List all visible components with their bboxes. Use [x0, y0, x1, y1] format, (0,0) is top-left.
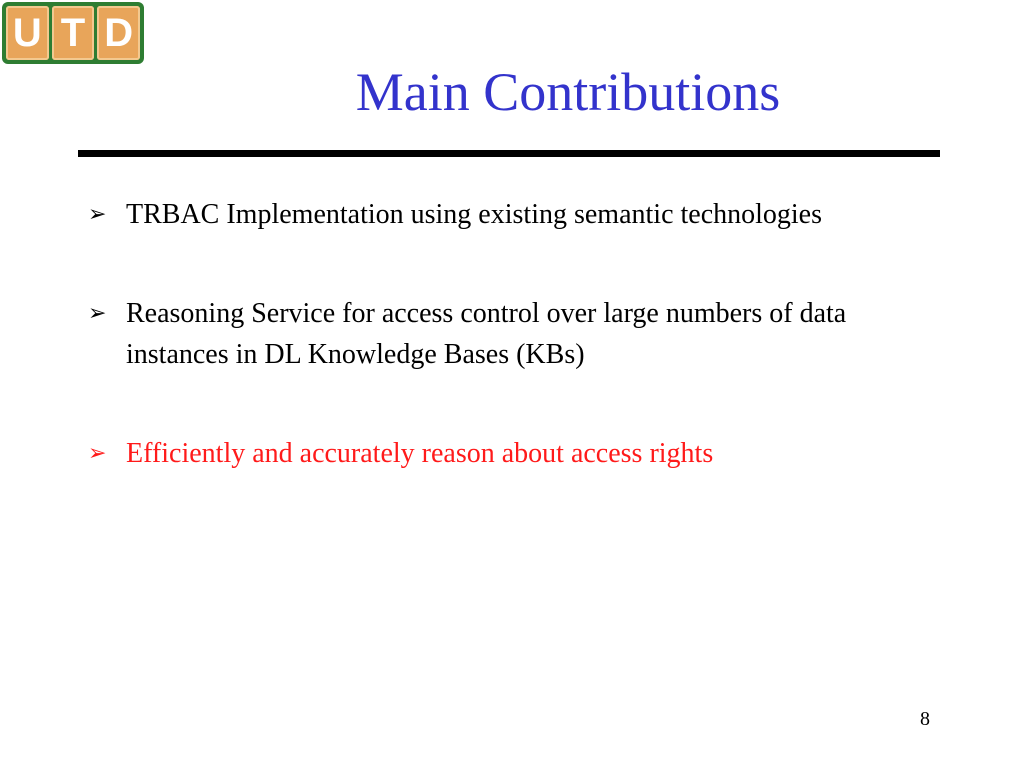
- bullet-text: TRBAC Implementation using existing semantic technologies: [126, 199, 823, 230]
- arrow-right-icon: ➢: [88, 301, 107, 326]
- bullet-item: [88, 293, 938, 375]
- bullet-list: [88, 194, 938, 474]
- bullet-item-highlighted: [88, 433, 938, 474]
- bullet-text: Reasoning Service for access control over large numbers of data instances in DL Knowledge Bases (KBs): [126, 298, 847, 370]
- logo-letter: U: [6, 6, 49, 60]
- slide-title: Main Contributions: [355, 62, 781, 122]
- arrow-right-icon: ➢: [88, 441, 107, 466]
- arrow-right-icon: ➢: [88, 202, 107, 227]
- logo-letter: T: [52, 6, 95, 60]
- logo-letter: D: [97, 6, 140, 60]
- bullet-item: [88, 194, 938, 235]
- bullet-text: Efficiently and accurately reason about access rights: [126, 438, 714, 469]
- page-number: 8: [920, 708, 930, 730]
- title-divider: [78, 150, 940, 157]
- utd-logo: [2, 2, 144, 64]
